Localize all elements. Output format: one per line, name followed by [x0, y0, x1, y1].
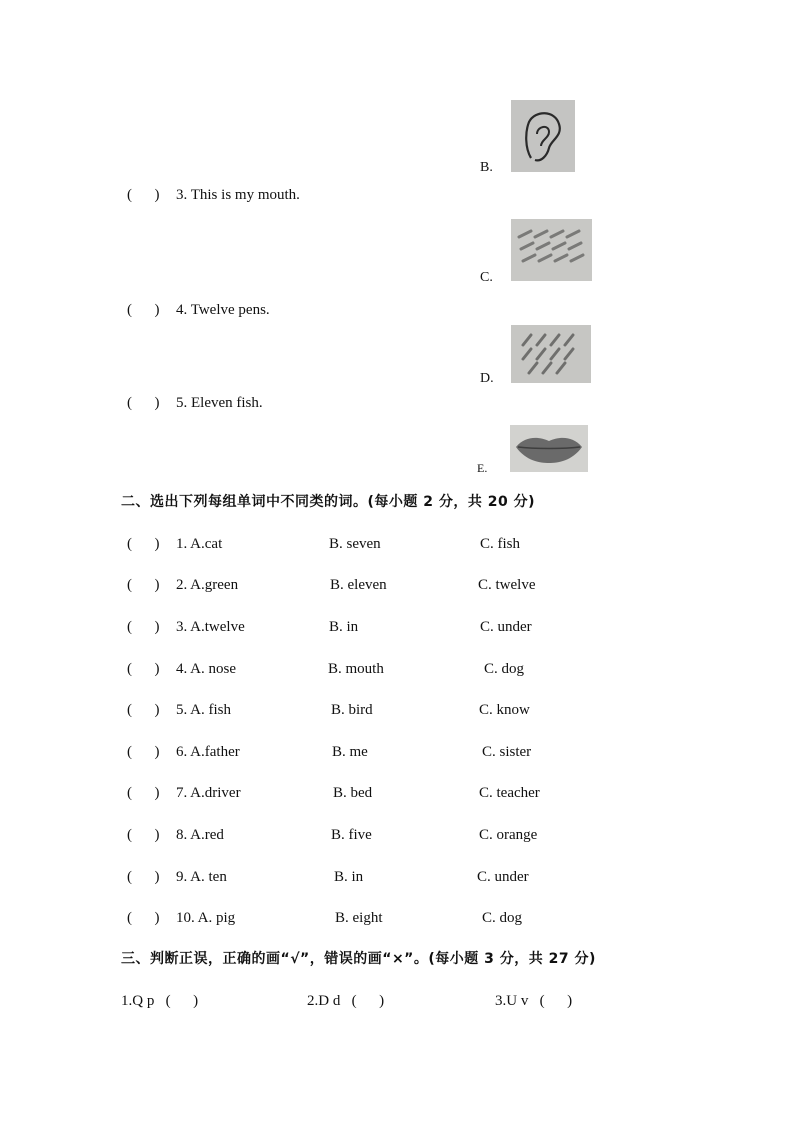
answer-paren[interactable]: ( ): [127, 910, 160, 926]
answer-paren[interactable]: ( ): [127, 619, 160, 635]
option-b: B. mouth: [328, 661, 384, 677]
answer-paren[interactable]: ( ): [127, 577, 160, 593]
sentence-4: 4. Twelve pens.: [176, 302, 270, 318]
answer-paren[interactable]: ( ): [127, 661, 160, 677]
option-a: 6. A.father: [176, 744, 240, 760]
answer-paren[interactable]: ( ): [127, 869, 160, 885]
picture-label-c: C.: [480, 270, 493, 285]
option-b: B. me: [332, 744, 368, 760]
option-b: B. in: [329, 619, 359, 635]
option-c: C. sister: [482, 744, 532, 760]
option-a: 8. A.red: [176, 827, 224, 843]
option-c: C. fish: [480, 536, 521, 552]
option-a: 2. A.green: [176, 577, 239, 593]
fish-icon: [511, 325, 591, 383]
judge-item-1[interactable]: 1.Q p ( ): [121, 993, 199, 1009]
option-a: 4. A. nose: [176, 661, 236, 677]
option-c: C. under: [477, 869, 529, 885]
option-b: B. seven: [329, 536, 381, 552]
answer-paren[interactable]: ( ): [127, 827, 160, 843]
option-c: C. dog: [484, 661, 525, 677]
option-a: 1. A.cat: [176, 536, 223, 552]
answer-paren[interactable]: ( ): [127, 744, 160, 760]
judge-item-2[interactable]: 2.D d ( ): [307, 993, 385, 1009]
option-a: 9. A. ten: [176, 869, 227, 885]
option-b: B. bird: [331, 702, 373, 718]
mouth-icon: [510, 425, 588, 472]
answer-paren[interactable]: ( ): [127, 395, 160, 411]
sentence-3: 3. This is my mouth.: [176, 187, 300, 203]
option-c: C. teacher: [479, 785, 540, 801]
option-b: B. five: [331, 827, 372, 843]
option-b: B. in: [334, 869, 364, 885]
judge-item-3[interactable]: 3.U v ( ): [495, 993, 573, 1009]
option-b: B. bed: [333, 785, 373, 801]
option-c: C. twelve: [478, 577, 536, 593]
option-a: 3. A.twelve: [176, 619, 245, 635]
option-c: C. under: [480, 619, 532, 635]
answer-paren[interactable]: ( ): [127, 785, 160, 801]
option-a: 5. A. fish: [176, 702, 232, 718]
picture-label-b: B.: [480, 160, 493, 175]
option-c: C. orange: [479, 827, 538, 843]
option-b: B. eight: [335, 910, 383, 926]
answer-paren[interactable]: ( ): [127, 187, 160, 203]
picture-label-e: E.: [477, 461, 488, 475]
option-b: B. eleven: [330, 577, 387, 593]
sentence-5: 5. Eleven fish.: [176, 395, 263, 411]
pens-icon: [511, 219, 592, 281]
answer-paren[interactable]: ( ): [127, 702, 160, 718]
option-c: C. dog: [482, 910, 523, 926]
section-2-heading: 二、选出下列每组单词中不同类的词。(每小题 2 分，共 20 分): [121, 494, 536, 510]
section-3-heading: 三、判断正误，正确的画“√”，错误的画“×”。(每小题 3 分，共 27 分): [121, 951, 596, 967]
option-a: 7. A.driver: [176, 785, 241, 801]
option-c: C. know: [479, 702, 530, 718]
picture-label-d: D.: [480, 371, 494, 386]
option-a: 10. A. pig: [176, 910, 236, 926]
ear-icon: [511, 100, 575, 172]
answer-paren[interactable]: ( ): [127, 302, 160, 318]
answer-paren[interactable]: ( ): [127, 536, 160, 552]
